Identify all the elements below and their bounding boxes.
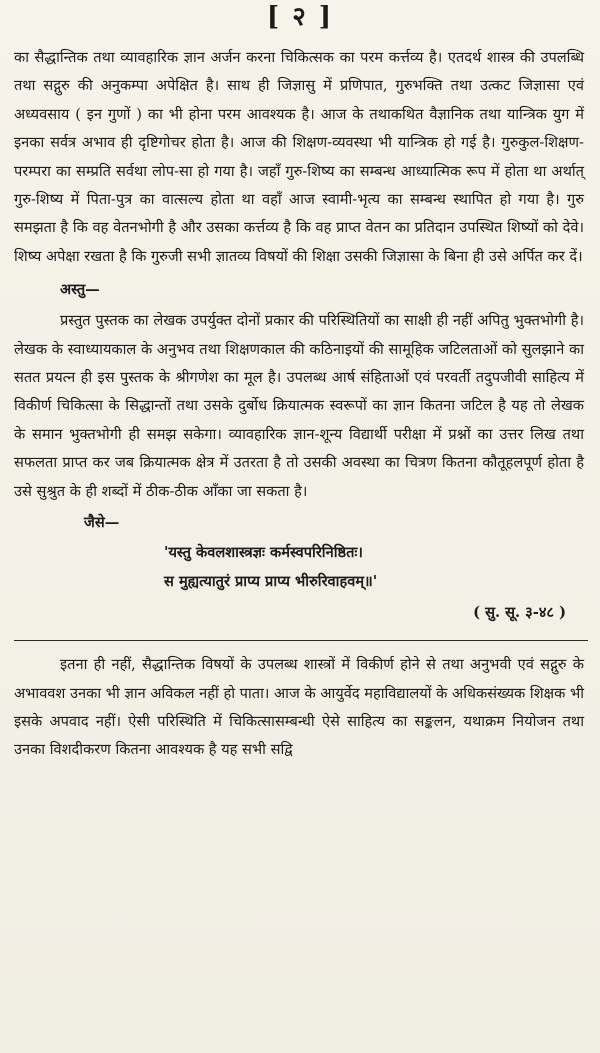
verse-citation: ( सु. सू. ३-४८ ) (473, 604, 566, 622)
verse-line-1: 'यस्तु केवलशास्त्रज्ञः कर्मस्वपरिनिष्ठितः। (164, 544, 363, 562)
section-divider (14, 640, 588, 641)
section-heading-astu: अस्तु— (60, 281, 100, 299)
paragraph-3: इतना ही नहीं, सैद्धान्तिक विषयों के उपलब्ध शास्त्रों में विकीर्ण होने से तथा अनुभवी एवं सद्गुरु के अभाववश उनका भी ज्ञान अविकल नहीं हो पाता। आज के आयुर्वेद महाविद्यालयों के अधिकसंख्यक शिक्षक भी इसके अपवाद नहीं। ऐसी परिस्थिति में चिकित्सासम्बन्धी ऐसे साहित्य का सङ्कलन, यथाक्रम नियोजन तथा उनका विशदीकरण कितना आवश्यक है यह सभी सद्वि (14, 656, 584, 759)
verse-line-2: स मुह्यत्यातुरं प्राप्य प्राप्य भीरुरिवाहवम्॥' (164, 573, 378, 591)
example-label: जैसे— (84, 514, 120, 532)
paragraph-1: का सैद्धान्तिक तथा व्यावहारिक ज्ञान अर्जन करना चिकित्सक का परम कर्त्तव्य है। एतदर्थ शास्त्र की उपलब्धि तथा सद्गुरु की अनुकम्पा अपेक्षित है। साथ ही जिज्ञासु में प्रणिपात, गुरुभक्ति तथा उत्कट जिज्ञासा एवं अध्यवसाय ( इन गुणों ) का भी होना परम आवश्यक है। आज के तथाकथित वैज्ञानिक तथा यान्त्रिक युग में इनका सर्वत्र अभाव ही दृष्टिगोचर होता है। आज की शिक्षण-व्यवस्था भी यान्त्रिक हो गई है। गुरुकुल-शिक्षण-परम्परा का सम्प्रति सर्वथा लोप-सा हो गया है। जहाँ गुरु-शिष्य का सम्बन्ध आध्यात्मिक रूप में होता था अर्थात् गुरु-शिष्य में पिता-पुत्र का वात्सल्य होता था वहाँ आज स्वामी-भृत्य का सम्बन्ध स्थापित हो गया है। गुरु समझता है कि वह वेतनभोगी है और उसका कर्त्तव्य है कि वह प्राप्त वेतन का प्रतिदान उपस्थित शिष्यों को देवे। शिष्य अपेक्षा रखता है कि गुरुजी सभी ज्ञातव्य विषयों की शिक्षा उसकी जिज्ञासा के बिना ही उसे अर्पित कर दें। (14, 49, 584, 265)
paragraph-2: प्रस्तुत पुस्तक का लेखक उपर्युक्त दोनों प्रकार की परिस्थितियों का साक्षी ही नहीं अपितु भुक्तभोगी है। लेखक के स्वाध्यायकाल के अनुभव तथा शिक्षणकाल की कठिनाइयों की सामूहिक जटिलताओं को सुलझाने का सतत प्रयत्न ही इस पुस्तक के श्रीगणेश का मूल है। उपलब्ध आर्ष संहिताओं एवं परवर्ती तदुपजीवी साहित्य में विकीर्ण चिकित्सा के सिद्धान्तों तथा उसके दुर्बोध क्रियात्मक स्वरूपों का ज्ञान कितना जटिल है यह तो लेखक के समान भुक्तभोगी ही समझ सकेगा। व्यावहारिक ज्ञान-शून्य विद्यार्थी परीक्षा में प्रश्नों का उत्तर लिख तथा सफलता प्राप्त कर जब क्रियात्मक क्षेत्र में उतरता है तो उसकी अवस्था का चित्रण कितना कौतूहलपूर्ण होता है उसे सुश्रुत के ही शब्दों में ठीक-ठीक आँका जा सकता है। (14, 312, 584, 500)
page-number: [ २ ] (266, 2, 334, 32)
